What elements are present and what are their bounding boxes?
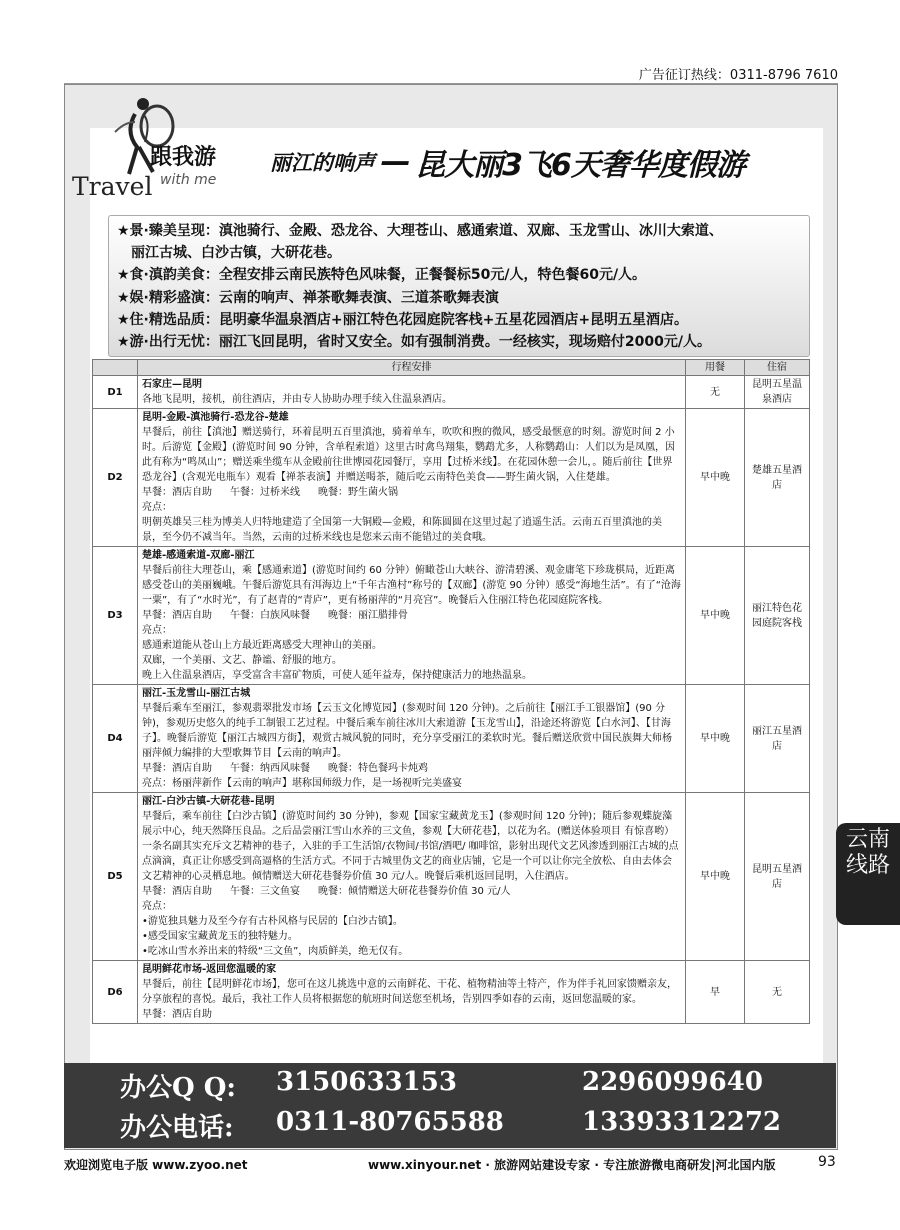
side-tab-text: 云南线路 [845,827,890,878]
meals-line [142,608,681,623]
day-cell: D5 [93,793,138,961]
route-title: 昆明-金殿-滇池骑行-恐龙谷-楚雄 [142,412,289,423]
header-day [93,360,138,376]
stay-cell: 昆明五星温泉酒店 [745,376,810,409]
route-title: 楚雄-感通索道-双廊-丽江 [142,550,255,561]
meal-cell: 早中晚 [686,547,745,685]
feature-travel: ★游·出行无忧：丽江飞回昆明，省时又安全。如有强制消费。一经核实，现场赔付2000元/人。 [117,334,711,350]
meals-line [142,884,681,899]
itinerary-cell [138,685,686,793]
highlight-text: 亮点：杨丽萍新作【云南的响声】堪称国师级力作，是一场视听完美盛宴 [142,778,462,789]
itinerary-text: 各地飞昆明，接机，前往酒店，并由专人协助办理手续入住温泉酒店。 [142,394,452,405]
meal-item: 晚餐：丽江腊排骨 [328,610,408,621]
highlight-text: 感通索道能从苍山上方最近距离感受大理神山的美丽。 [142,640,382,651]
itinerary-cell [138,376,686,409]
itinerary-table [92,359,810,1024]
feature-hotels: ★住·精选品质：昆明豪华温泉酒店+丽江特色花园庭院客栈+五星花园酒店+昆明五星酒店。 [117,312,689,328]
itinerary-text: 早餐后，前往【滇池】赠送骑行，环着昆明五百里滇池，骑着单车，吹吹和煦的微风，感受最惬意的时刻。游览时间 2 小时。后游览【金殿】(游览时间 90 分钟，含单程索道）这里古时禽鸟翔集，鹦鹉尤多，人称鹦鹉山：人们以为是凤凰，因此有称为“鸣凤山”；赠送乘坐缆车从金殿前往世博园花园餐厅，享用【过桥米线】。在花园休憩一会儿，。随后前往【世界恐龙谷】(含观光电瓶车）观看【禅茶表演】并赠送喝茶，随后吃云南特色美食——野生菌火锅，入住楚雄。 [142,427,675,483]
highlight-text: 双廊，一个美丽、文艺、静谧、舒服的地方。 [142,655,342,666]
itinerary-cell [138,793,686,961]
day-cell: D3 [93,547,138,685]
feature-food: ★食·滇韵美食：全程安排云南民族特色风味餐，正餐餐标50元/人，特色餐60元/人。 [117,267,647,283]
contact-banner [64,1063,836,1148]
feature-scenery-cont: 丽江古城、白沙古镇，大研花巷。 [131,245,341,261]
table-header-row [93,360,810,376]
feature-scenery: ★景·臻美呈现：滇池骑行、金殿、恐龙谷、大理苍山、感通索道、双廊、玉龙雪山、冰川大索道、 [117,223,723,239]
day-cell: D2 [93,409,138,547]
highlight-label: 亮点： [142,502,172,513]
meal-item: 午餐：纳西风味餐 [230,763,310,774]
meals-line [142,761,681,776]
header-meal: 用餐 [686,360,745,376]
table-row [93,547,810,685]
stay-cell: 楚雄五星酒店 [745,409,810,547]
table-row [93,409,810,547]
meal-item: 晚餐：特色餐玛卡炖鸡 [328,763,428,774]
meal-item: 早餐：酒店自助 [142,763,212,774]
itinerary-cell [138,409,686,547]
highlight-label: 亮点： [142,625,172,636]
stay-cell: 丽江五星酒店 [745,685,810,793]
meal-item: 早餐：酒店自助 [142,886,212,897]
logo-with-me: with me [160,172,217,188]
highlight-text: •吃冰山雪水养出来的特级“三文鱼”，肉质鲜美，绝无仅有。 [142,946,409,957]
meals-line [142,1007,681,1022]
meal-cell: 早 [686,961,745,1024]
itinerary-cell [138,547,686,685]
tel-label: 办公电话: [120,1113,234,1143]
itinerary-body [93,376,810,1024]
stay-cell: 丽江特色花园庭院客栈 [745,547,810,685]
meals-line [142,485,681,500]
footer-left: 欢迎浏览电子版 www.zyoo.net [64,1158,248,1172]
meal-item: 晚餐：野生菌火锅 [318,487,398,498]
itinerary-text: 早餐后，乘车前往【白沙古镇】(游览时间约 30 分钟)，参观【国家宝藏黄龙玉】(参观时间 120 分钟)；随后参观蝶旋藻展示中心，纯天然降压良品。之后品尝丽江雪山水养的三文鱼，参观【大研花巷】，以花为名。(赠送体验项目 有惊喜哟）一条名副其实充斥文艺精神的巷子，入驻的手工生活馆/衣物间/书馆/酒吧/ 咖啡馆，影射出现代文艺风渗透到丽江古城的点点滴滴，真正让你感受到高逼格的生活方式。不同于古城里伪文艺的商业店铺，它是一个可以让你完全放松、自由去体会文艺精神的心灵栖息地。倾情赠送大研花巷餐券价值 30 元/人。晚餐后乘机返回昆明，入住酒店。 [142,811,679,882]
logo-travel-text: Travel [72,172,153,201]
highlight-text: •感受国家宝藏黄龙玉的独特魅力。 [142,931,298,942]
header-stay: 住宿 [745,360,810,376]
table-row [93,685,810,793]
headline-part1: 丽江的响声 [270,151,375,175]
highlight-text: 明朝英雄吴三桂为博美人归特地建造了全国第一大铜殿—金殿，和陈圆圆在这里过起了逍遥生活。云南五百里滇池的美景，至今仍不减当年。当然，云南的过桥米线也是您来云南不能错过的美食哦。 [142,517,662,543]
meal-item: 早餐：酒店自助 [142,610,212,621]
meal-item: 早餐：酒店自助 [142,1009,212,1020]
meal-item: 午餐：过桥米线 [230,487,300,498]
tel-number-2: 13393312272 [582,1107,781,1137]
highlight-text: •游览独具魅力及至今存有古朴风格与民居的【白沙古镇】。 [142,916,403,927]
footer-right: www.xinyour.net · 旅游网站建设专家 · 专注旅游微电商研发|河北国内版 [368,1158,776,1172]
meal-cell: 早中晚 [686,409,745,547]
features-box [108,215,810,357]
route-title: 丽江-白沙古镇-大研花巷-昆明 [142,796,275,807]
route-title: 石家庄—昆明 [142,379,202,390]
meal-item: 晚餐：倾情赠送大研花巷餐券价值 30 元/人 [318,886,511,897]
meal-item: 午餐：三文鱼宴 [230,886,300,897]
meal-item: 午餐：白族风味餐 [230,610,310,621]
table-row [93,793,810,961]
route-title: 丽江-玉龙雪山-丽江古城 [142,688,251,699]
tour-headline [270,140,815,190]
meal-cell: 无 [686,376,745,409]
stay-cell: 无 [745,961,810,1024]
day-cell: D4 [93,685,138,793]
itinerary-text: 早餐后前往大理苍山，乘【感通索道】(游览时间约 60 分钟）俯瞰苍山大峡谷、游清碧溪、观金庸笔下珍珑棋局，近距离感受苍山的美丽巍峨。午餐后游览具有洱海边上“千年古渔村”称号的【双廊】(游览 90 分钟）感受“海地生活”。有了“沧海一粟”，有了“水时光”，有了赵青的“青庐”，更有杨丽萍的“月亮宫”。晚餐后入住丽江特色花园庭院客栈。 [142,565,681,606]
table-row [93,376,810,409]
meal-cell: 早中晚 [686,685,745,793]
feature-shows: ★娱·精彩盛演：云南的响声、禅茶歌舞表演、三道茶歌舞表演 [117,290,499,306]
itinerary-text: 早餐后，前往【昆明鲜花市场】，您可在这儿挑选中意的云南鲜花、干花、植物精油等土特产，作为伴手礼回家馈赠亲友，分享旅程的喜悦。最后，我社工作人员将根据您的航班时间送您至机场，告别四季如春的云南，返回您温暖的家。 [142,979,677,1005]
header-itinerary: 行程安排 [138,360,686,376]
tel-number-1: 0311-80765588 [276,1107,504,1137]
headline-dash: — [380,144,410,180]
day-cell: D6 [93,961,138,1024]
ad-hotline: 广告征订热线：0311-8796 7610 [638,68,838,83]
section-side-tab [836,823,900,925]
itinerary-cell [138,961,686,1024]
logo-chinese-text: 跟我游 [150,145,217,170]
qq-label: 办公Q Q: [120,1073,236,1103]
meal-cell: 早中晚 [686,793,745,961]
day-cell: D1 [93,376,138,409]
stay-cell: 昆明五星酒店 [745,793,810,961]
highlight-text: 晚上入住温泉酒店，享受富含丰富矿物质，可使人延年益寿，保持健康活力的地热温泉。 [142,670,532,681]
qq-number-1: 3150633153 [276,1067,457,1097]
itinerary-text: 早餐后乘车至丽江，参观翡翠批发市场【云玉文化博览园】(参观时间 120 分钟)。之后前往【丽江手工银器馆】(90 分钟)，参观历史悠久的纯手工制银工艺过程。中餐后乘车前往冰川大索道游【玉龙雪山】，沿途还将游览【白水河】、【甘海子】。晚餐后游览【丽江古城四方街】，观赏古城风貌的同时，充分享受丽江的柔软时光。餐后赠送欣赏中国民族舞大师杨丽萍倾力编排的大型歌舞节目【云南的响声】。 [142,703,672,759]
page-number: 93 [818,1154,836,1170]
qq-number-2: 2296099640 [582,1067,763,1097]
table-row [93,961,810,1024]
highlight-label: 亮点： [142,901,172,912]
meal-item: 早餐：酒店自助 [142,487,212,498]
headline-part2: 昆大丽3飞6天奢华度假游 [415,148,745,183]
route-title: 昆明鲜花市场-返回您温暖的家 [142,964,277,975]
